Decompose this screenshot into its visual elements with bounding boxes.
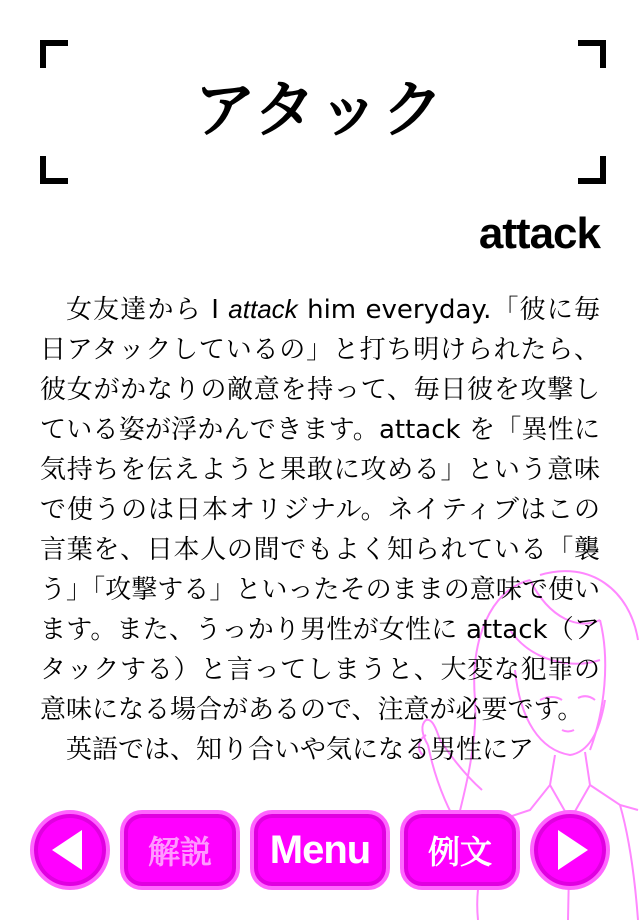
previous-button[interactable] <box>30 810 110 890</box>
frame-corner-top-left <box>40 40 68 68</box>
english-word: attack <box>478 209 600 258</box>
paragraph-1-part-a: 女友達から I <box>66 295 229 325</box>
triangle-left-icon <box>52 830 82 870</box>
frame-corner-top-right <box>578 40 606 68</box>
next-button[interactable] <box>530 810 610 890</box>
page-title: アタック <box>194 73 446 146</box>
frame-corner-bottom-right <box>578 156 606 184</box>
menu-button[interactable]: Menu <box>250 810 390 890</box>
paragraph-1 <box>40 289 600 730</box>
triangle-right-icon <box>558 830 588 870</box>
explanation-text <box>40 289 600 787</box>
paragraph-2: 英語では、知り合いや気になる男性にア <box>66 735 535 765</box>
kaisetsu-button[interactable]: 解説 <box>120 810 240 890</box>
paragraph-1-italic-word: attack <box>228 294 298 324</box>
reibun-button[interactable]: 例文 <box>400 810 520 890</box>
paragraph-1-part-b: him everyday.「彼に毎日アタックしているの」と打ち明けられたら、彼女がかなりの敵意を持って、毎日彼を攻撃している姿が浮かんできます。attack を「異性に気持ちを伝えようと果敢に攻める」という意味で使うのは日本オリジナル。ネイティブはこの言葉を、日本人の間でもよく知られている「襲う」「攻撃する」といったそのままの意味で使います。また、うっかり男性が女性に attack（アタックする）と言ってしまうと、大変な犯罪の意味になる場合があるので、注意が必要です。 <box>40 295 600 725</box>
frame-corner-bottom-left <box>40 156 68 184</box>
